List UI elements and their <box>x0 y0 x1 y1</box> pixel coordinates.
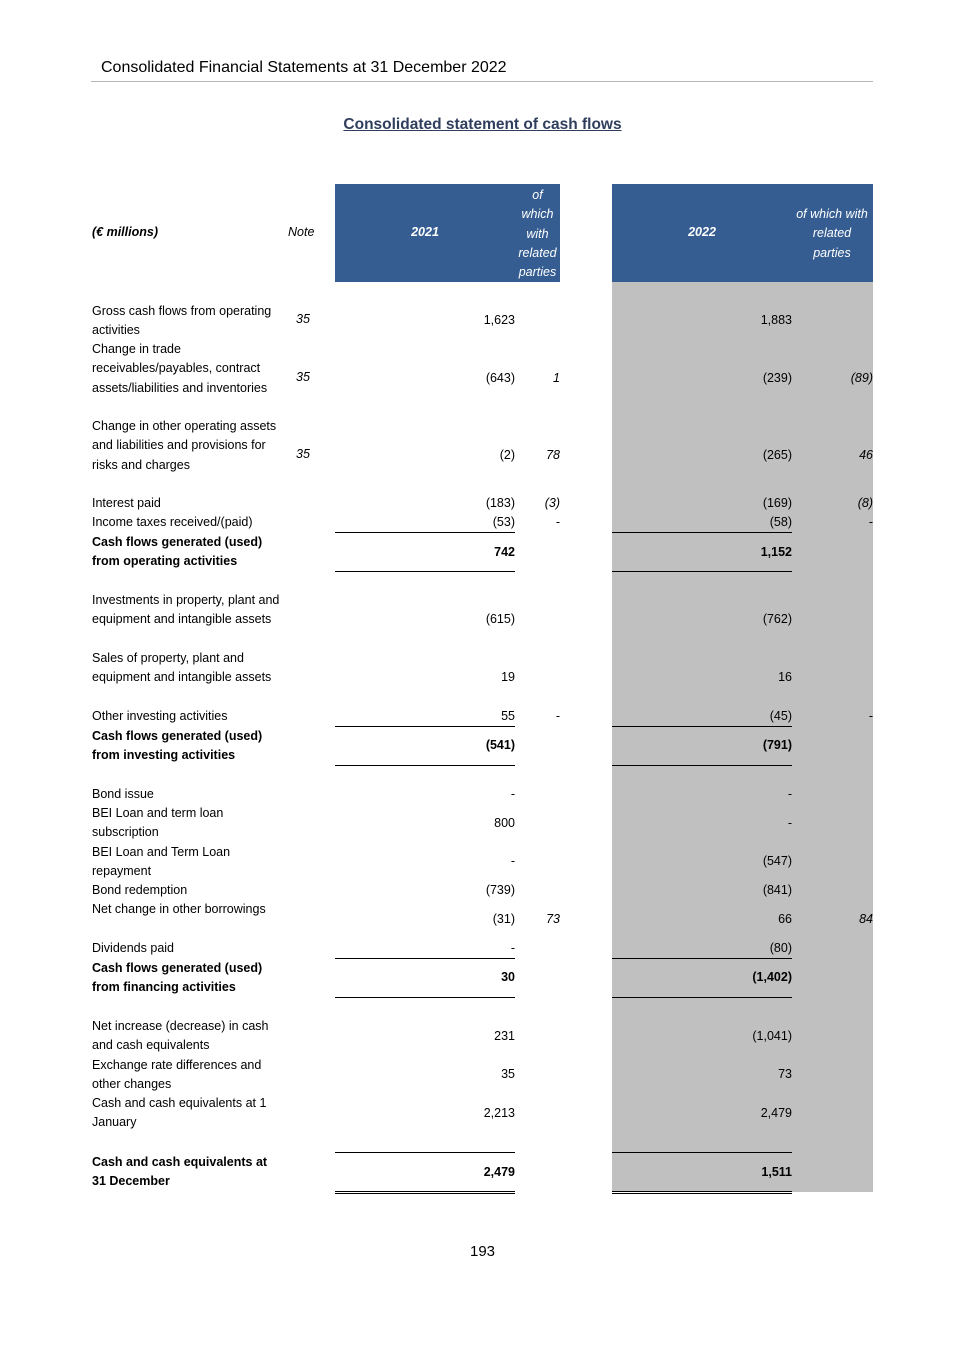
unit-label: (€ millions) <box>92 225 158 239</box>
subtotal-rule <box>335 997 515 998</box>
subtotal-rule <box>335 532 515 533</box>
value-2021: (2) <box>499 448 515 462</box>
value-2021: (739) <box>485 883 515 897</box>
subtotal-label: Cash flows generated (used) from financing activities <box>92 961 263 995</box>
double-total-rule <box>335 1191 515 1194</box>
row-label: BEI Loan and term loan subscription <box>92 806 224 840</box>
value-2022: (1,041) <box>752 1029 792 1043</box>
related-value-2021: - <box>555 709 560 723</box>
row-label: Exchange rate differences and other changes <box>92 1058 262 1092</box>
value-2021: 30 <box>501 970 515 984</box>
row-label: Cash and cash equivalents at 1 January <box>92 1096 267 1130</box>
related-value-2022: - <box>868 515 873 529</box>
total-rule <box>612 1152 792 1153</box>
row-label: Change in trade receivables/payables, contract assets/liabilities and inventories <box>92 342 268 395</box>
value-2022: 1,511 <box>761 1165 792 1179</box>
value-2022: (58) <box>769 515 792 529</box>
double-total-rule <box>612 1191 792 1194</box>
row-label: Bond issue <box>92 787 154 801</box>
related-parties-2021-header <box>510 186 565 282</box>
row-note: 35 <box>296 447 310 461</box>
value-2022: 1,883 <box>760 313 792 327</box>
value-2022: (265) <box>762 448 792 462</box>
value-2022: (791) <box>762 738 792 752</box>
value-2021: (53) <box>492 515 515 529</box>
subtotal-rule <box>612 997 792 998</box>
value-2022: 2,479 <box>760 1106 792 1120</box>
value-2022: 66 <box>778 912 792 926</box>
header-rule <box>91 81 873 82</box>
value-2021: (31) <box>492 912 515 926</box>
value-2022: 73 <box>778 1067 792 1081</box>
related-2021-line: with <box>526 226 549 241</box>
value-2021: (541) <box>485 738 515 752</box>
subtotal-rule <box>335 571 515 572</box>
value-2022: (169) <box>762 496 792 510</box>
page-number: 193 <box>469 1243 496 1260</box>
year-2022-header: 2022 <box>688 225 716 239</box>
value-2022: (762) <box>762 612 792 626</box>
related-value-2022: 84 <box>859 912 873 926</box>
value-2022: - <box>787 816 792 830</box>
value-2021: (643) <box>485 371 515 385</box>
value-2022: (547) <box>762 854 792 868</box>
value-2021: 800 <box>494 816 515 830</box>
value-2021: - <box>510 854 515 868</box>
row-label: Interest paid <box>92 496 161 510</box>
value-2022: (841) <box>762 883 792 897</box>
related-value-2021: 73 <box>546 912 560 926</box>
year-2021-header: 2021 <box>411 225 439 239</box>
row-label: Dividends paid <box>92 941 174 955</box>
row-label: Gross cash flows from operating activities <box>92 304 272 338</box>
subtotal-rule <box>612 726 792 727</box>
subtotal-rule <box>335 726 515 727</box>
value-2022: (45) <box>769 709 792 723</box>
row-note: 35 <box>296 370 310 384</box>
related-value-2022: 46 <box>859 448 873 462</box>
row-label: Change in other operating assets and liabilities and provisions for risks and charges <box>92 419 277 472</box>
related-value-2022: - <box>868 709 873 723</box>
value-2022: (1,402) <box>752 970 792 984</box>
row-label: Income taxes received/(paid) <box>92 515 253 529</box>
subtotal-label: Cash flows generated (used) from operating activities <box>92 535 263 569</box>
related-parties-2022-header <box>788 205 876 263</box>
total-rule <box>335 1152 515 1153</box>
row-label: Bond redemption <box>92 883 188 897</box>
related-value-2021: (3) <box>544 496 560 510</box>
related-value-2021: 78 <box>546 448 560 462</box>
related-value-2021: 1 <box>553 371 560 385</box>
value-2021: (183) <box>485 496 515 510</box>
value-2022: 16 <box>778 670 792 684</box>
total-label: Cash and cash equivalents at 31 December <box>92 1155 268 1189</box>
page-header-title: Consolidated Financial Statements at 31 December 2022 <box>101 59 507 76</box>
row-label: Investments in property, plant and equipment and intangible assets <box>92 593 280 627</box>
subtotal-rule <box>612 571 792 572</box>
value-2022: (80) <box>769 941 792 955</box>
value-2021: - <box>510 787 515 801</box>
row-label: Sales of property, plant and equipment and intangible assets <box>92 651 272 685</box>
row-label: Net change in other borrowings <box>92 902 266 916</box>
related-value-2022: (8) <box>857 496 873 510</box>
related-2021-line: which <box>521 207 554 222</box>
value-2021: 2,479 <box>483 1165 515 1179</box>
value-2021: 2,213 <box>483 1106 515 1120</box>
subtotal-rule <box>612 765 792 766</box>
value-2022: 1,152 <box>760 545 792 559</box>
value-2021: 55 <box>501 709 515 723</box>
related-2021-line: of <box>532 188 543 202</box>
row-label: Net increase (decrease) in cash and cash equivalents <box>92 1019 269 1053</box>
subtotal-rule <box>335 958 515 959</box>
note-header: Note <box>288 225 315 239</box>
document-title: Consolidated statement of cash flows <box>343 116 622 133</box>
value-2021: 19 <box>501 670 515 684</box>
value-2021: - <box>510 941 515 955</box>
subtotal-rule <box>612 958 792 959</box>
related-value-2021: - <box>555 515 560 529</box>
related-2021-line: parties <box>518 265 557 280</box>
related-2022-line: parties <box>813 245 851 260</box>
value-2021: 35 <box>501 1067 515 1081</box>
value-2021: 742 <box>494 545 515 559</box>
value-2022: (239) <box>762 371 792 385</box>
value-2021: 1,623 <box>483 313 515 327</box>
related-2021-line: related <box>518 245 557 260</box>
row-label: BEI Loan and Term Loan repayment <box>92 845 231 879</box>
subtotal-rule <box>612 532 792 533</box>
value-2021: 231 <box>494 1029 515 1043</box>
related-2022-line: related <box>812 226 852 241</box>
value-2021: (615) <box>485 612 515 626</box>
row-note: 35 <box>296 312 310 326</box>
subtotal-label: Cash flows generated (used) from investing activities <box>92 729 263 763</box>
value-2022: - <box>787 787 792 801</box>
related-2022-line: of which with <box>796 207 868 221</box>
row-label: Other investing activities <box>92 709 228 723</box>
subtotal-rule <box>335 765 515 766</box>
related-value-2022: (89) <box>850 371 873 385</box>
